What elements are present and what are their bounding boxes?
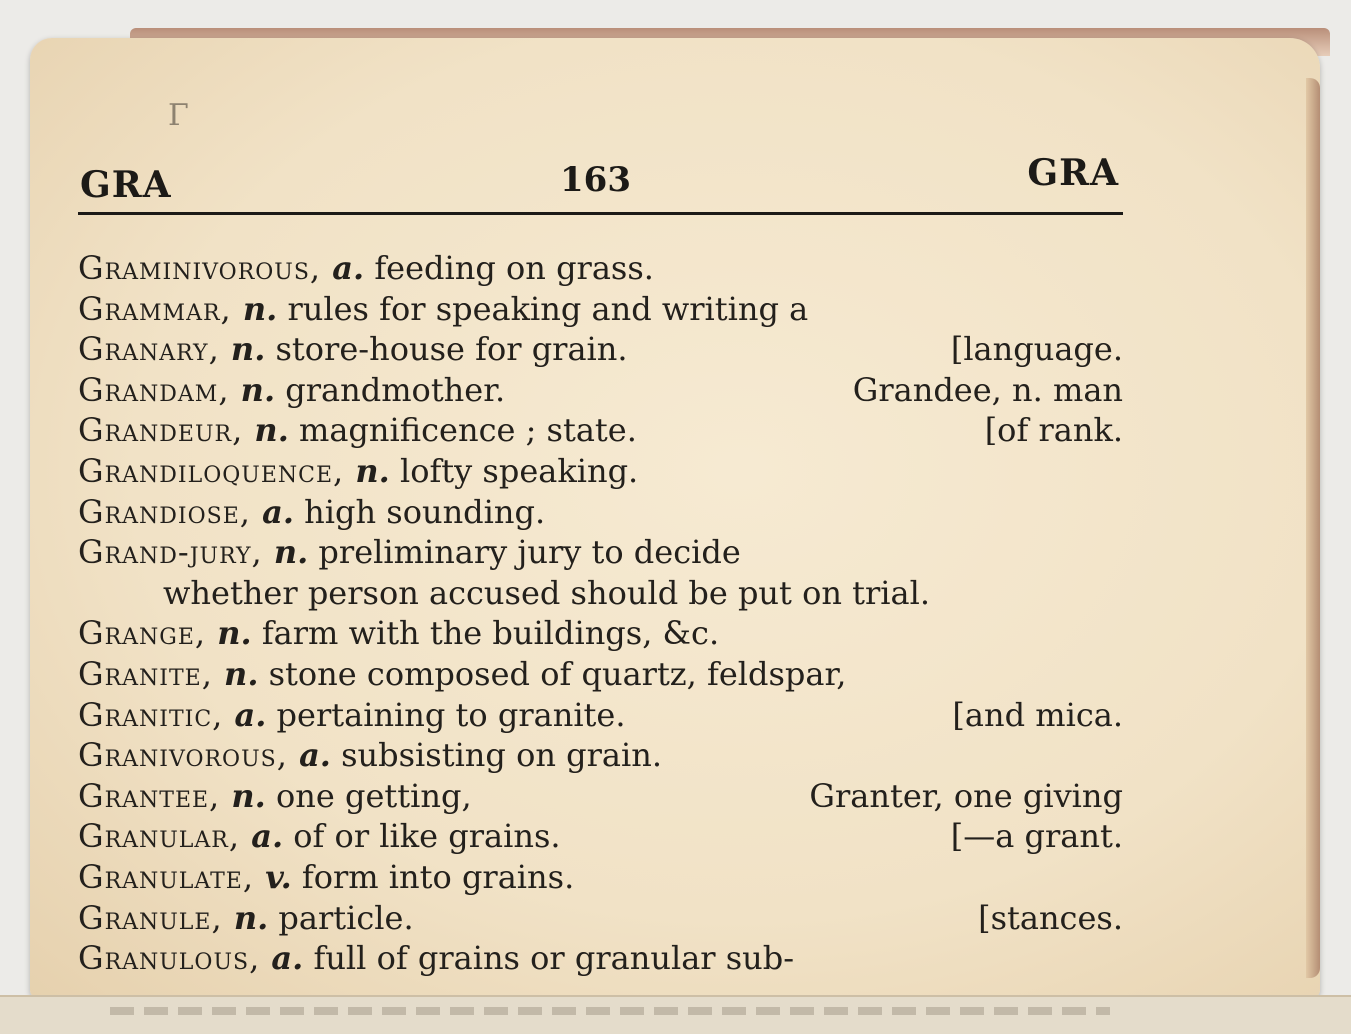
headword: Granulous,: [78, 939, 272, 978]
headword: Granite,: [78, 654, 225, 693]
part-of-speech: n.: [233, 898, 269, 937]
entry-text: [78, 451, 638, 491]
line-tail: [of rank.: [984, 411, 1123, 450]
headword: Grange,: [78, 614, 218, 653]
header-guide-word-left: GRA: [80, 164, 172, 206]
definition: subsisting on grain.: [330, 736, 662, 775]
definition: rules for speaking and writing a: [277, 289, 809, 328]
entry-line: [78, 573, 1123, 614]
headword: Granivorous,: [78, 736, 300, 775]
part-of-speech: n.: [273, 533, 309, 572]
entry-line: [78, 370, 1123, 411]
entry-line: [78, 695, 1123, 736]
part-of-speech: n.: [242, 289, 278, 328]
line-tail: [stances.: [978, 898, 1123, 937]
definition: form into grains.: [291, 857, 575, 896]
entry-text: [163, 573, 930, 613]
entry-text: [78, 248, 654, 288]
definition: one getting,: [265, 776, 472, 815]
definition: farm with the buildings, &c.: [251, 614, 720, 653]
dictionary-entries: [78, 248, 1123, 979]
definition: grandmother.: [275, 370, 506, 409]
part-of-speech: n.: [240, 370, 276, 409]
entry-line: [78, 654, 1123, 695]
entry-line: [78, 776, 1123, 817]
definition: particle.: [268, 898, 414, 937]
entry-text: [78, 532, 741, 572]
line-tail: Granter, one giving: [809, 776, 1123, 815]
headword: Grand-jury,: [78, 533, 274, 572]
headword: Granular,: [78, 817, 252, 856]
definition: high sounding.: [293, 492, 546, 531]
definition: magnificence ; state.: [288, 411, 637, 450]
entry-text: [78, 289, 808, 329]
line-tail: Grandee, n. man: [852, 370, 1123, 409]
next-page-strip: [0, 995, 1351, 1034]
definition: feeding on grass.: [364, 249, 654, 287]
entry-line: [78, 816, 1123, 857]
next-page-ghost-text: [110, 1007, 1110, 1015]
page-number: 163: [560, 160, 631, 200]
definition: whether person accused should be put on trial.: [163, 573, 930, 612]
entry-text: [78, 492, 545, 532]
entry-line: [78, 735, 1123, 776]
entry-text: [78, 654, 846, 694]
headword: Grandam,: [78, 370, 241, 409]
headword: Grandiloquence,: [78, 451, 356, 490]
part-of-speech: n.: [230, 330, 266, 369]
corner-mark: Γ: [168, 98, 189, 133]
part-of-speech: a.: [271, 939, 304, 978]
headword: Granulate,: [78, 857, 266, 896]
entry-text: [78, 735, 662, 775]
entry-text: [78, 370, 505, 410]
headword: Grantee,: [78, 776, 232, 815]
definition: full of grains or granular sub-: [303, 939, 795, 978]
entry-text: [78, 898, 414, 938]
entry-line: [78, 289, 1123, 330]
headword: Grandeur,: [78, 411, 255, 450]
entry-text: [78, 776, 472, 816]
entry-line: [78, 898, 1123, 939]
headword: Grandiose,: [78, 492, 263, 531]
headword: Granitic,: [78, 695, 235, 734]
line-tail: [—a grant.: [950, 817, 1123, 856]
entry-text: [78, 816, 561, 856]
entry-text: [78, 613, 719, 653]
line-tail: [and mica.: [952, 695, 1123, 734]
header-guide-word-right: GRA: [1027, 152, 1119, 194]
headword: Granule,: [78, 898, 234, 937]
part-of-speech: a.: [299, 736, 331, 775]
part-of-speech: a.: [332, 249, 365, 287]
part-of-speech: n.: [355, 451, 390, 490]
entry-text: [78, 329, 628, 369]
entry-text: [78, 410, 637, 450]
entry-line: [78, 248, 1123, 289]
part-of-speech: n.: [224, 654, 259, 693]
entry-line: [78, 451, 1123, 492]
definition: store-house for grain.: [265, 330, 628, 369]
headword: Grammar,: [78, 289, 243, 328]
entry-line: [78, 532, 1123, 573]
entry-line: [78, 410, 1123, 451]
part-of-speech: n.: [254, 411, 289, 450]
part-of-speech: a.: [262, 492, 294, 531]
headword: Graminivorous,: [78, 249, 333, 287]
part-of-speech: a.: [251, 817, 284, 856]
headword: Granary,: [78, 330, 231, 369]
page-header: [78, 152, 1123, 215]
entry-line: [78, 857, 1123, 898]
definition: stone composed of quartz, feldspar,: [258, 654, 847, 693]
part-of-speech: a.: [234, 695, 267, 734]
definition: lofty speaking.: [389, 451, 639, 490]
entry-line: [78, 613, 1123, 654]
entry-text: [78, 938, 794, 978]
entry-text: [78, 857, 574, 897]
part-of-speech: n.: [231, 776, 266, 815]
part-of-speech: v.: [265, 857, 292, 896]
page-edge: [1306, 78, 1320, 978]
definition: of or like grains.: [283, 817, 561, 856]
part-of-speech: n.: [217, 614, 252, 653]
definition: preliminary jury to decide: [308, 533, 741, 572]
line-tail: [language.: [950, 330, 1123, 369]
definition: pertaining to granite.: [266, 695, 626, 734]
entry-line: [78, 492, 1123, 533]
entry-text: [78, 695, 626, 735]
entry-line: [78, 329, 1123, 370]
entry-line: [78, 938, 1123, 979]
